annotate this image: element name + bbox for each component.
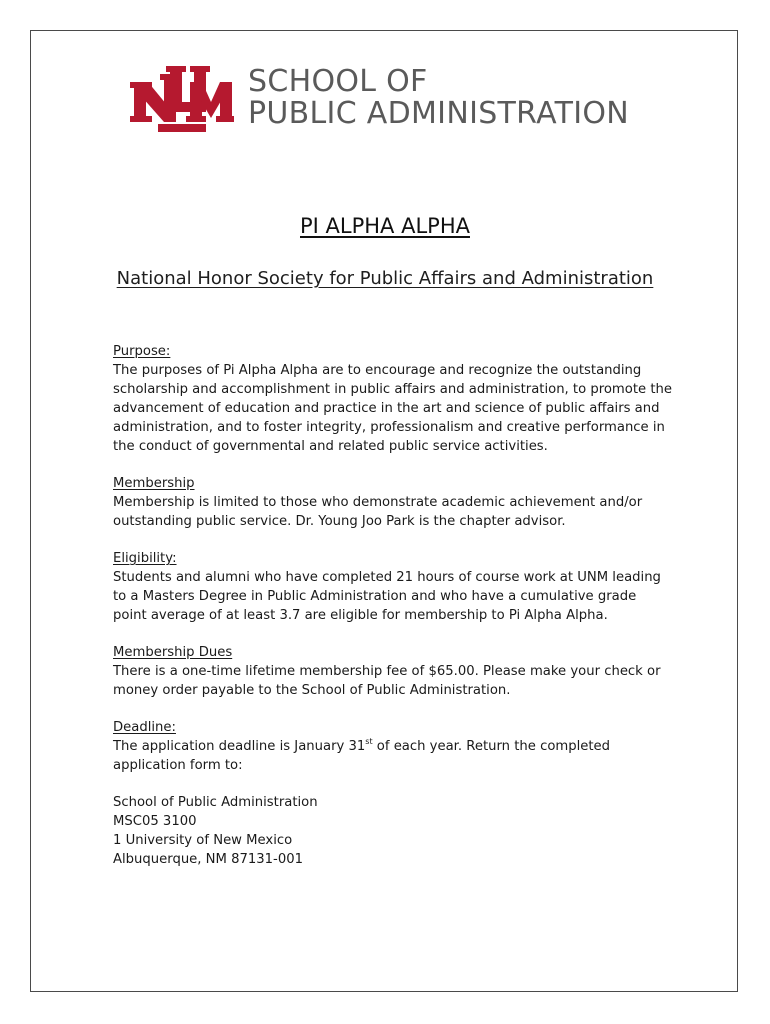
address-line-3: 1 University of New Mexico bbox=[113, 833, 293, 848]
eligibility-section bbox=[113, 549, 673, 625]
dues-section bbox=[113, 643, 673, 700]
dues-heading: Membership Dues bbox=[113, 645, 233, 660]
unm-lobo-mark-icon bbox=[130, 66, 234, 136]
deadline-section bbox=[113, 718, 673, 775]
document-body bbox=[113, 342, 673, 887]
address-line-4: Albuquerque, NM 87131-001 bbox=[113, 852, 303, 867]
mailing-address bbox=[113, 793, 673, 869]
eligibility-text: Students and alumni who have completed 21 hours of course work at UNM leading to a Masters Degree in Public Administration and who have a cumulative grade point average of at least 3.7 are eligible for membership to Pi Alpha Alpha. bbox=[113, 570, 661, 623]
logo-line-1: SCHOOL OF bbox=[248, 64, 428, 99]
unm-logo bbox=[130, 66, 650, 136]
membership-heading: Membership bbox=[113, 476, 195, 491]
page-title: PI ALPHA ALPHA bbox=[300, 214, 470, 238]
purpose-section bbox=[113, 342, 673, 456]
membership-section bbox=[113, 474, 673, 531]
purpose-text: The purposes of Pi Alpha Alpha are to encourage and recognize the outstanding scholarship and accomplishment in public affairs and administration, to promote the advancement of education and practice in the art and science of public affairs and administration, and to foster integrity, professionalism and creative performance in the conduct of governmental and related public service activities. bbox=[113, 363, 672, 454]
page-subtitle: National Honor Society for Public Affairs and Administration bbox=[116, 268, 654, 289]
logo-wordmark bbox=[248, 66, 629, 130]
deadline-text-start: The application deadline is January 31 bbox=[113, 739, 366, 754]
membership-text: Membership is limited to those who demonstrate academic achievement and/or outstanding public service. Dr. Young Joo Park is the chapter advisor. bbox=[113, 495, 643, 529]
deadline-text bbox=[113, 737, 673, 775]
address-line-1: School of Public Administration bbox=[113, 795, 318, 810]
address-line-2: MSC05 3100 bbox=[113, 814, 197, 829]
deadline-text-end: of each year. Return the completed application form to: bbox=[113, 739, 611, 773]
deadline-heading: Deadline: bbox=[113, 720, 176, 735]
eligibility-heading: Eligibility: bbox=[113, 551, 177, 566]
deadline-ordinal: st bbox=[365, 737, 373, 746]
logo-line-2: PUBLIC ADMINISTRATION bbox=[248, 96, 630, 131]
purpose-heading: Purpose: bbox=[113, 344, 171, 359]
dues-text: There is a one-time lifetime membership fee of $65.00. Please make your check or money order payable to the School of Public Administration. bbox=[113, 664, 661, 698]
